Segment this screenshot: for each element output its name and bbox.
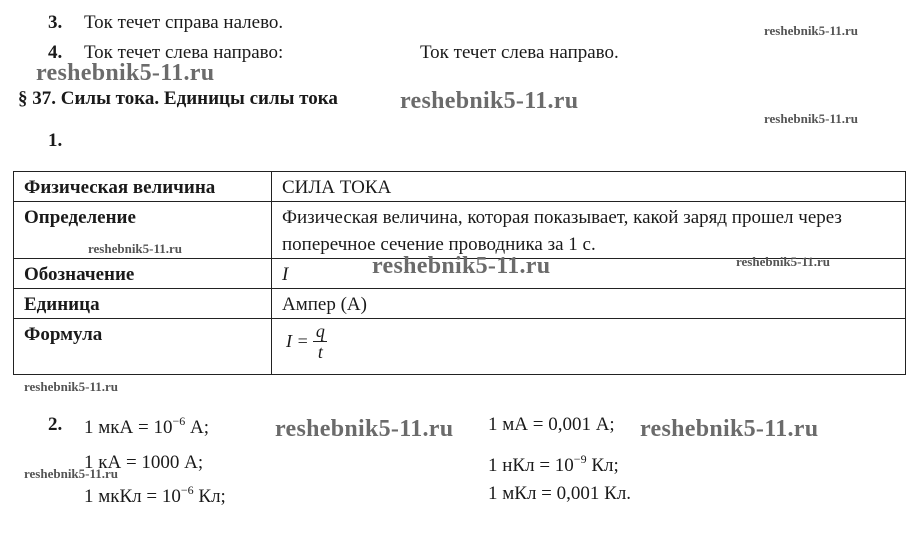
formula-cell <box>272 319 906 375</box>
conversion-unit: Кл; <box>586 455 619 476</box>
row-label: Единица <box>14 289 272 319</box>
item-number-3: 3. <box>48 12 63 33</box>
conversion-unit: Кл; <box>193 486 226 507</box>
row-label: Формула <box>14 319 272 375</box>
conversion-unit: А; <box>185 417 209 438</box>
conversion-text: 1 мА = 0,001 А; <box>488 414 615 435</box>
row-value: СИЛА ТОКА <box>272 172 906 202</box>
task-2-number: 2. <box>48 414 63 435</box>
conversion-left-3 <box>84 483 226 508</box>
conversion-exponent: −6 <box>172 414 186 428</box>
watermark: reshebnik5-11.ru <box>764 111 859 126</box>
conversion-text: 1 мКл = 0,001 Кл. <box>488 483 632 504</box>
watermark: reshebnik5-11.ru <box>88 241 183 256</box>
watermark: reshebnik5-11.ru <box>736 254 831 269</box>
row-value: Ампер (А) <box>272 289 906 319</box>
task-1-number: 1. <box>48 130 63 151</box>
watermark: reshebnik5-11.ru <box>24 466 119 481</box>
formula-numerator: q <box>315 321 325 341</box>
watermark: reshebnik5-11.ru <box>24 379 119 394</box>
conversion-text: 1 кА = 1000 А; <box>84 452 204 473</box>
row-label: Определение <box>14 202 272 259</box>
row-label: Обозначение <box>14 259 272 289</box>
conversion-exponent: −9 <box>573 452 587 466</box>
row-value: I <box>272 259 906 289</box>
item-text-4-answer: Ток течет слева направо. <box>420 42 619 63</box>
row-label: Физическая величина <box>14 172 272 202</box>
conversion-right-1 <box>488 414 615 436</box>
conversion-exponent: −6 <box>180 483 194 497</box>
conversion-left-1 <box>84 414 209 439</box>
row-value: Физическая величина, которая показывает, какой заряд прошел через поперечное сечение проводника за 1 с. <box>272 202 906 259</box>
formula-fraction <box>313 321 327 362</box>
watermark: reshebnik5-11.ru <box>36 60 215 86</box>
watermark: reshebnik5-11.ru <box>400 88 579 114</box>
conversion-text: 1 мкА = 10 <box>84 417 173 438</box>
conversion-right-2 <box>488 452 619 477</box>
formula-denominator: t <box>317 342 323 362</box>
table-row <box>14 172 906 202</box>
watermark: reshebnik5-11.ru <box>275 416 454 442</box>
item-number-4: 4. <box>48 42 63 63</box>
watermark: reshebnik5-11.ru <box>764 23 859 38</box>
table-row <box>14 319 906 375</box>
conversion-text: 1 нКл = 10 <box>488 455 574 476</box>
formula-lhs: I = <box>286 331 309 351</box>
watermark: reshebnik5-11.ru <box>372 253 551 279</box>
watermark: reshebnik5-11.ru <box>640 416 819 442</box>
item-text-3: Ток течет справа налево. <box>84 12 284 33</box>
section-heading: § 37. Силы тока. Единицы силы тока <box>18 88 338 109</box>
table-row <box>14 289 906 319</box>
item-text-4: Ток течет слева направо: <box>84 42 284 63</box>
conversion-text: 1 мкКл = 10 <box>84 486 181 507</box>
conversion-right-3 <box>488 483 631 505</box>
